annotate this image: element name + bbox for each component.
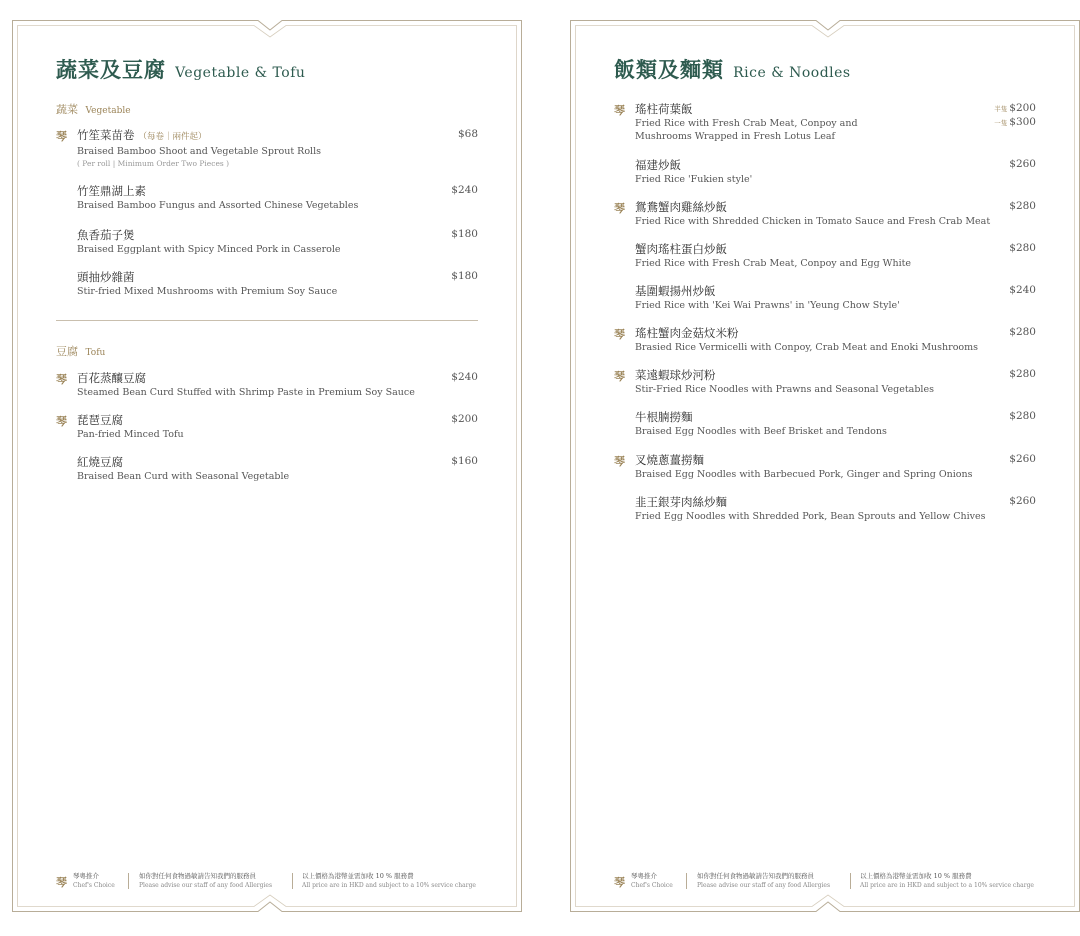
footer-allergy-note bbox=[139, 872, 272, 890]
item-name-zh: 牛根腩撈麵 bbox=[635, 410, 693, 424]
item-price: $240 bbox=[451, 184, 478, 196]
footer-allergy-zh: 如你對任何食物過敏請告知我們的服務員 bbox=[139, 872, 256, 880]
footer-allergy-zh: 如你對任何食物過敏請告知我們的服務員 bbox=[697, 872, 814, 880]
footer-chef-en: Chef's Choice bbox=[73, 882, 115, 889]
item-name-zh: 魚香茄子煲 bbox=[77, 228, 135, 242]
section-heading-vegetable bbox=[56, 101, 131, 117]
item-name-en: Braised Egg Noodles with Beef Brisket and Tendons bbox=[635, 426, 887, 437]
section-heading-zh: 蔬菜 bbox=[56, 103, 78, 116]
item-price: $180 bbox=[451, 228, 478, 240]
item-name-zh: 瑤柱蟹肉金菇炆米粉 bbox=[635, 326, 739, 340]
item-name-zh: 蟹肉瑤柱蛋白炒飯 bbox=[635, 242, 727, 256]
footer-chef-choice bbox=[73, 872, 115, 890]
item-price: $68 bbox=[457, 128, 478, 140]
page-title bbox=[56, 54, 305, 84]
menu-item bbox=[614, 453, 1036, 481]
page-title-en: Vegetable & Tofu bbox=[175, 65, 306, 81]
section-heading-en: Tofu bbox=[85, 348, 106, 358]
item-name-en: Brasied Rice Vermicelli with Conpoy, Crab Meat and Enoki Mushrooms bbox=[635, 342, 979, 353]
item-name-en-line2: Mushrooms Wrapped in Fresh Lotus Leaf bbox=[635, 131, 836, 142]
footer-allergy-en: Please advise our staff of any food Allergies bbox=[139, 882, 273, 889]
item-name-zh: 菜遠蝦球炒河粉 bbox=[635, 368, 716, 382]
page-footer bbox=[56, 870, 478, 892]
footer-chef-choice bbox=[631, 872, 673, 890]
section-heading-en: Vegetable bbox=[85, 106, 131, 116]
item-name-zh bbox=[77, 128, 478, 145]
item-name-zh: 百花蒸釀豆腐 bbox=[77, 371, 146, 385]
item-price: $280 bbox=[1009, 368, 1036, 380]
footer-price-note bbox=[860, 872, 1034, 890]
price-value: $200 bbox=[1009, 102, 1036, 114]
menu-item bbox=[56, 184, 478, 212]
menu-item bbox=[56, 270, 478, 298]
item-name-zh: 頭抽炒雜菌 bbox=[77, 270, 135, 284]
item-price: $160 bbox=[451, 455, 478, 467]
item-price-whole bbox=[994, 116, 1036, 130]
item-name-en: Pan-fried Minced Tofu bbox=[77, 429, 184, 440]
item-name-zh: 瑤柱荷葉飯 bbox=[635, 102, 693, 116]
footer-separator bbox=[850, 873, 851, 889]
page-title bbox=[614, 54, 851, 84]
item-name-en: Fried Rice with Fresh Crab Meat, Conpoy and bbox=[635, 118, 858, 129]
item-price: $240 bbox=[1009, 284, 1036, 296]
price-value: $300 bbox=[1009, 116, 1036, 128]
menu-item bbox=[56, 455, 478, 483]
footer-price-en: All price are in HKD and subject to a 10% service charge bbox=[302, 882, 476, 889]
menu-item bbox=[56, 413, 478, 441]
footer-allergy-note bbox=[697, 872, 830, 890]
item-name-en: Fried Rice with 'Kei Wai Prawns' in 'Yeung Chow Style' bbox=[635, 300, 900, 311]
item-price: $280 bbox=[1009, 242, 1036, 254]
chefs-choice-mark: 琴 bbox=[56, 373, 67, 386]
menu-item bbox=[614, 200, 1036, 228]
section-heading-zh: 豆腐 bbox=[56, 345, 78, 358]
footer-price-zh: 以上價格為港幣並需加收 10 % 服務費 bbox=[860, 872, 972, 880]
footer-separator bbox=[292, 873, 293, 889]
item-name-en: Steamed Bean Curd Stuffed with Shrimp Paste in Premium Soy Sauce bbox=[77, 387, 415, 398]
item-price: $260 bbox=[1009, 495, 1036, 507]
footer-price-en: All price are in HKD and subject to a 10% service charge bbox=[860, 882, 1034, 889]
footer-price-zh: 以上價格為港幣並需加收 10 % 服務費 bbox=[302, 872, 414, 880]
page-footer bbox=[614, 870, 1036, 892]
footer-allergy-en: Please advise our staff of any food Allergies bbox=[697, 882, 831, 889]
menu-item bbox=[614, 242, 1036, 270]
item-price: $260 bbox=[1009, 158, 1036, 170]
item-note-en: ( Per roll | Minimum Order Two Pieces ) bbox=[77, 159, 230, 168]
price-label: 一隻 bbox=[994, 119, 1008, 127]
item-name-zh-text: 竹笙菜苗卷 bbox=[77, 128, 135, 142]
page-title-zh: 飯類及麵類 bbox=[614, 57, 724, 82]
menu-item bbox=[56, 371, 478, 399]
item-name-en: Braised Bean Curd with Seasonal Vegetable bbox=[77, 471, 290, 482]
item-price-options bbox=[994, 102, 1036, 130]
footer-chef-zh: 琴粵推介 bbox=[631, 872, 657, 880]
menu-item bbox=[614, 102, 1036, 143]
chefs-choice-mark: 琴 bbox=[614, 328, 625, 341]
item-name-en: Fried Rice with Fresh Crab Meat, Conpoy and Egg White bbox=[635, 258, 912, 269]
item-name-en: Stir-fried Mixed Mushrooms with Premium Soy Sauce bbox=[77, 286, 338, 297]
item-name-zh: 鴛鴦蟹肉雞絲炒飯 bbox=[635, 200, 727, 214]
item-name-zh: 叉燒蔥薑撈麵 bbox=[635, 453, 704, 467]
item-price: $200 bbox=[451, 413, 478, 425]
item-price: $260 bbox=[1009, 453, 1036, 465]
chefs-choice-mark: 琴 bbox=[614, 455, 625, 468]
section-heading-tofu bbox=[56, 343, 105, 359]
item-name-zh: 竹笙鼎湖上素 bbox=[77, 184, 146, 198]
menu-item bbox=[614, 495, 1036, 523]
item-name-zh: 琵琶豆腐 bbox=[77, 413, 123, 427]
item-price: $280 bbox=[1009, 410, 1036, 422]
item-price: $280 bbox=[1009, 200, 1036, 212]
chefs-choice-mark: 琴 bbox=[614, 104, 625, 117]
menu-page-right bbox=[570, 18, 1080, 914]
menu-item bbox=[614, 410, 1036, 438]
chefs-choice-mark: 琴 bbox=[614, 202, 625, 215]
item-name-en: Fried Rice with Shredded Chicken in Tomato Sauce and Fresh Crab Meat bbox=[635, 216, 991, 227]
chefs-choice-mark: 琴 bbox=[56, 876, 67, 889]
menu-page-left bbox=[12, 18, 522, 914]
item-name-en: Braised Bamboo Shoot and Vegetable Sprout Rolls bbox=[77, 146, 321, 157]
footer-chef-zh: 琴粵推介 bbox=[73, 872, 99, 880]
item-name-zh: 基圍蝦揚州炒飯 bbox=[635, 284, 716, 298]
item-price: $280 bbox=[1009, 326, 1036, 338]
item-note-zh: （每卷｜兩件起） bbox=[138, 132, 207, 142]
item-price-half bbox=[994, 102, 1036, 116]
chefs-choice-mark: 琴 bbox=[56, 130, 67, 143]
item-name-zh: 紅燒豆腐 bbox=[77, 455, 123, 469]
footer-chef-en: Chef's Choice bbox=[631, 882, 673, 889]
chefs-choice-mark: 琴 bbox=[614, 370, 625, 383]
item-name-en: Fried Egg Noodles with Shredded Pork, Bean Sprouts and Yellow Chives bbox=[635, 511, 986, 522]
footer-separator bbox=[686, 873, 687, 889]
item-name-en: Braised Egg Noodles with Barbecued Pork, Ginger and Spring Onions bbox=[635, 469, 973, 480]
menu-item bbox=[614, 284, 1036, 312]
menu-item bbox=[614, 158, 1036, 186]
item-name-en: Braised Bamboo Fungus and Assorted Chinese Vegetables bbox=[77, 200, 359, 211]
footer-price-note bbox=[302, 872, 476, 890]
section-divider bbox=[56, 320, 478, 321]
price-label: 半隻 bbox=[994, 105, 1008, 113]
chefs-choice-mark: 琴 bbox=[614, 876, 625, 889]
menu-item bbox=[56, 128, 478, 169]
item-name-zh: 韭王銀芽肉絲炒麵 bbox=[635, 495, 727, 509]
menu-item bbox=[614, 326, 1036, 354]
item-name-zh: 福建炒飯 bbox=[635, 158, 681, 172]
page-title-en: Rice & Noodles bbox=[733, 65, 851, 81]
footer-separator bbox=[128, 873, 129, 889]
menu-item bbox=[56, 228, 478, 256]
item-name-en: Stir-Fried Rice Noodles with Prawns and Seasonal Vegetables bbox=[635, 384, 934, 395]
chefs-choice-mark: 琴 bbox=[56, 415, 67, 428]
item-name-en: Braised Eggplant with Spicy Minced Pork in Casserole bbox=[77, 244, 341, 255]
item-name-en: Fried Rice 'Fukien style' bbox=[635, 174, 753, 185]
item-price: $240 bbox=[451, 371, 478, 383]
menu-item bbox=[614, 368, 1036, 396]
item-price: $180 bbox=[451, 270, 478, 282]
page-title-zh: 蔬菜及豆腐 bbox=[56, 57, 166, 82]
